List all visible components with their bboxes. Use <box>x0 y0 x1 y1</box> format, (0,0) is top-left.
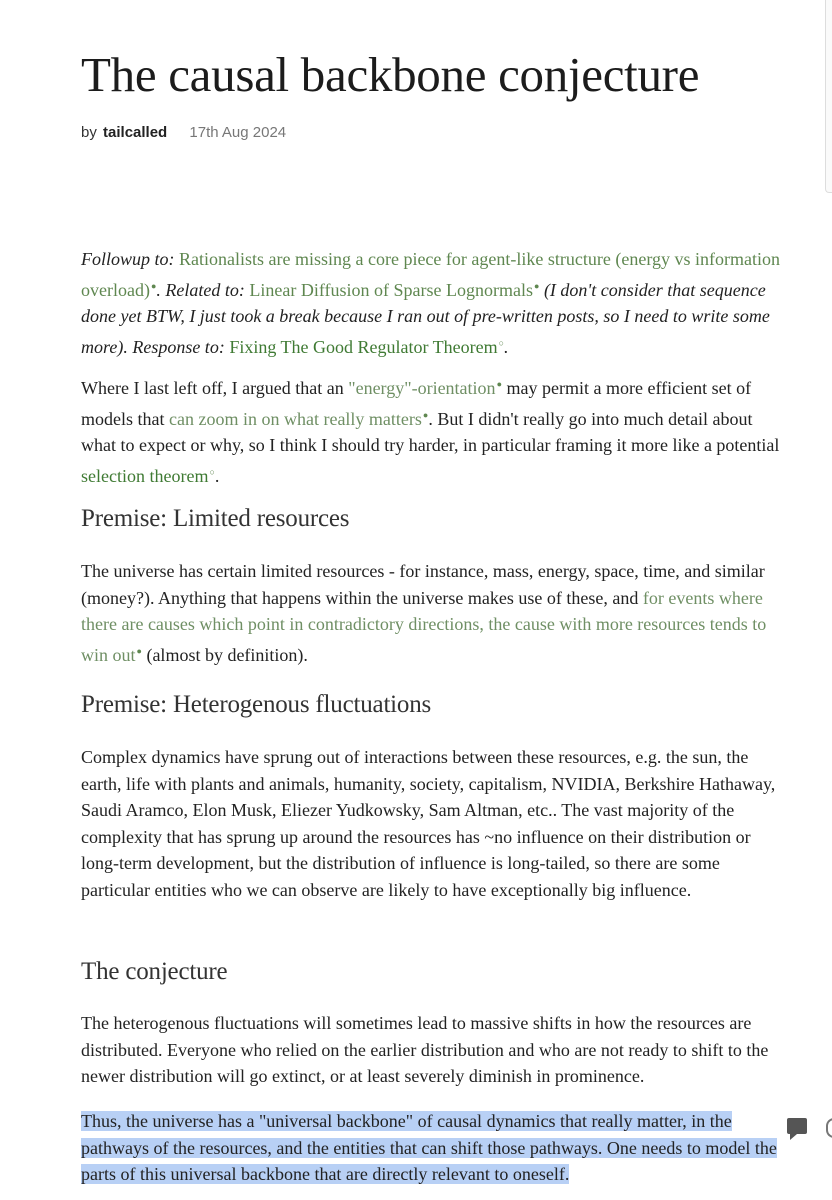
p1-text-c: . But I didn't really go into much detail about what to expect or why, so I think I should try harder, in particular framing it more like a potential <box>81 408 780 456</box>
p1-text-a: Where I last left off, I argued that an <box>81 378 349 398</box>
energy-orientation-link[interactable]: "energy"-orientation <box>348 378 496 398</box>
heading-heterogenous-fluctuations <box>81 691 781 719</box>
link-circle-icon: ○ <box>209 466 215 477</box>
p2-text-b: (almost by definition). <box>141 644 308 665</box>
paragraph-2 <box>81 558 781 668</box>
link-dot-icon: ● <box>496 379 502 389</box>
response-label: Response to: <box>132 336 225 357</box>
response-link[interactable]: Fixing The Good Regulator Theorem <box>229 336 498 357</box>
p3-text: Complex dynamics have sprung out of interactions between these resources, e.g. the sun, the earth, life with plants and animals, humanity, society, capitalism, NVIDIA, Berkshire Hathaway, Saudi Aramco, Elon Musk, Eliezer Yudkowsky, Sam Altman, etc.. The vast majority of the complexity that has sprung up around the resources has ~no influence on their distribution or long-term development, but the distribution of influence is long-tailed, so there are some particular entities who we can observe are likely to have exceptionally big influence. <box>81 747 776 900</box>
highlighted-text[interactable]: Thus, the universe has a "universal backbone" of causal dynamics that really matter, in the pathways of the resources, and the entities that can shift those pathways. One needs to model the parts of this universal backbone that are directly relevant to oneself. <box>81 1111 777 1185</box>
post-title: The causal backbone conjecture <box>81 47 700 102</box>
link-circle-icon: ○ <box>498 337 505 348</box>
byline <box>81 124 286 141</box>
by-label: by <box>81 124 97 141</box>
post-date: 17th Aug 2024 <box>189 124 287 141</box>
scrollbar[interactable] <box>825 0 832 193</box>
link-dot-icon: ● <box>534 280 540 291</box>
heading-heterogenous-fluctuations-text: Premise: Heterogenous fluctuations <box>81 691 432 718</box>
followup-label: Followup to: <box>81 249 175 269</box>
heading-conjecture-text: The conjecture <box>81 958 228 985</box>
p4-text: The heterogenous fluctuations will sometimes lead to massive shifts in how the resources are distributed. Everyone who relied on the earlier distribution and who are not ready to shift to the newer distribution will go extinct, or at least severely diminish in prominence. <box>81 1013 769 1087</box>
intro-note: (I don't consider that sequence done yet BTW, I just took a break because I ran out of pre-written posts, so I need to write some more). <box>81 279 770 357</box>
heading-conjecture <box>81 958 781 986</box>
p1-text-d: . <box>214 465 220 486</box>
link-dot-icon: ● <box>422 409 429 420</box>
author-link[interactable]: tailcalled <box>103 124 168 141</box>
link-dot-icon: ● <box>136 645 142 656</box>
p1-text-b: may permit a more efficient set of models that <box>81 378 752 429</box>
paragraph-5 <box>81 1108 781 1188</box>
followup-link[interactable]: Rationalists are missing a core piece for agent-like structure (energy vs information overload) <box>81 249 780 300</box>
reply-icon[interactable] <box>826 1118 832 1138</box>
contradictory-causes-link[interactable]: for events where there are causes which point in contradictory directions, the cause with more resources tends to win out <box>81 587 767 665</box>
paragraph-4 <box>81 1010 781 1090</box>
paragraph-3 <box>81 744 781 904</box>
comment-icon[interactable] <box>787 1118 807 1134</box>
p2-text-a: The universe has certain limited resources - for instance, mass, energy, space, time, and similar (money?). Anything that happens within the universe makes use of these, and <box>81 561 765 608</box>
link-dot-icon: ● <box>150 280 157 291</box>
paragraph-1 <box>81 371 781 489</box>
heading-limited-resources <box>81 505 781 533</box>
related-label: Related to: <box>165 279 245 300</box>
heading-limited-resources-text: Premise: Limited resources <box>81 505 350 532</box>
related-link[interactable]: Linear Diffusion of Sparse Lognormals <box>249 279 533 300</box>
intro-paragraph: Followup to: Rationalists are missing a core piece for agent-like structure (energy vs information overload)●. Related to: Linear Diffusion of Sparse Lognormals● (I don't consider that sequence done yet BTW, I just took a break because I ran out of pre-written posts, so I need to write some more). Response to: Fixing The Good Regulator Theorem○. <box>81 249 780 357</box>
selection-theorem-link[interactable]: selection theorem <box>81 465 209 486</box>
zoom-in-link[interactable]: can zoom in on what really matters <box>169 408 422 429</box>
